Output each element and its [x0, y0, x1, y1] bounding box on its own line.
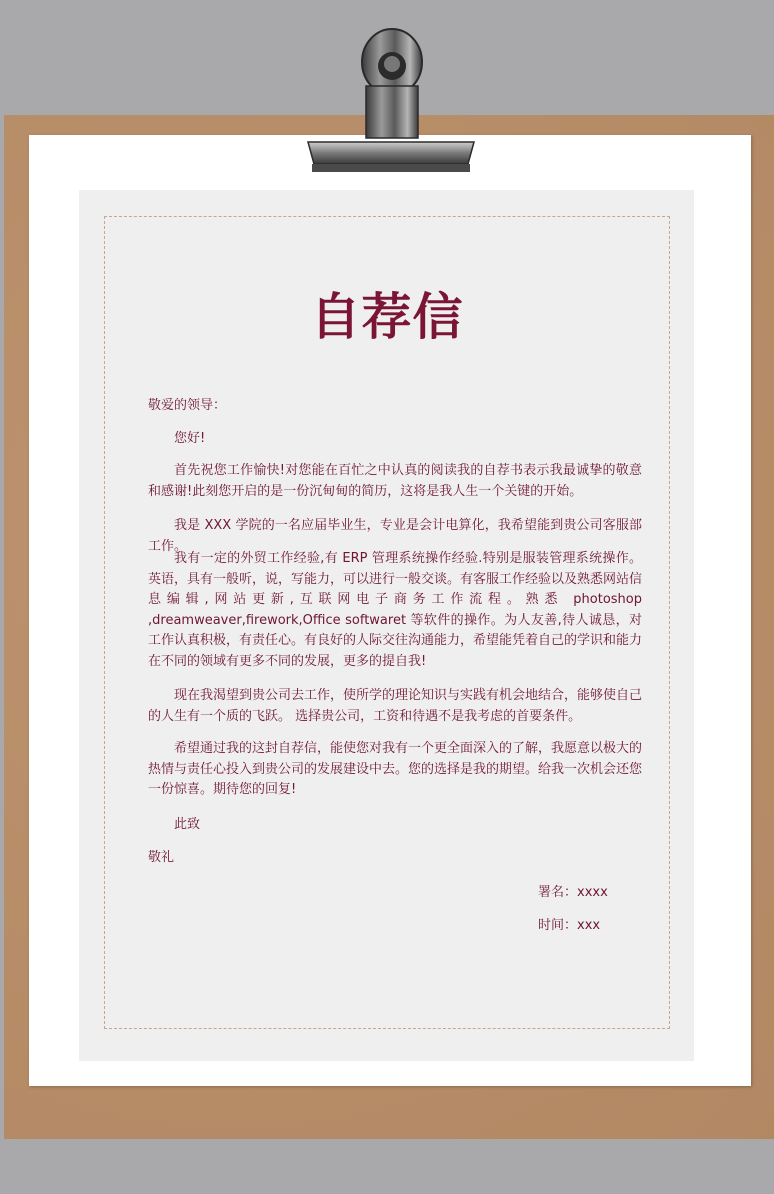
- paragraph: 现在我渴望到贵公司去工作，使所学的理论知识与实践有机会地结合，能够使自己的人生有一个质的飞跃。 选择贵公司，工资和待遇不是我考虑的首要条件。: [148, 688, 643, 724]
- closing-line: 敬礼: [148, 850, 175, 865]
- paragraph: 我是 XXX 学院的一名应届毕业生，专业是会计电算化，我希望能到贵公司客服部工作。: [148, 518, 642, 554]
- binder-clip-icon: [306, 24, 476, 176]
- paragraph: 首先祝您工作愉快!对您能在百忙之中认真的阅读我的自荐书表示我最诚挚的敬意和感谢!此刻您开启的是一份沉甸甸的简历，这将是我人生一个关键的开始。: [148, 463, 642, 499]
- paragraph: 我有一定的外贸工作经验,有 ERP 管理系统操作经验.特别是服装管理系统操作。英语，具有一般听，说，写能力，可以进行一般交谈。有客服工作经验以及熟悉网站信息编辑,网站更新,互联网电子商务工作流程。熟悉 photoshop ,dreamweaver,firework,Office softwaret 等软件的操作。为人友善,待人诚恳，对工作认真积极，有责任心。有良好的人际交往沟通能力，希望能凭着自己的学识和能力在不同的领域有更多不同的发展，更多的提自我!: [148, 551, 643, 669]
- signature-time: 时间：xxx: [538, 918, 601, 933]
- paragraph: 希望通过我的这封自荐信，能使您对我有一个更全面深入的了解，我愿意以极大的热情与责任心投入到贵公司的发展建设中去。您的选择是我的期望。给我一次机会还您一份惊喜。期待您的回复!: [148, 741, 643, 797]
- closing-line: 此致: [174, 817, 201, 832]
- page-title: 自荐信: [310, 288, 464, 346]
- signature-name: 署名：xxxx: [538, 885, 608, 900]
- salutation: 敬爱的领导：: [148, 398, 227, 413]
- greeting: 您好!: [174, 431, 206, 446]
